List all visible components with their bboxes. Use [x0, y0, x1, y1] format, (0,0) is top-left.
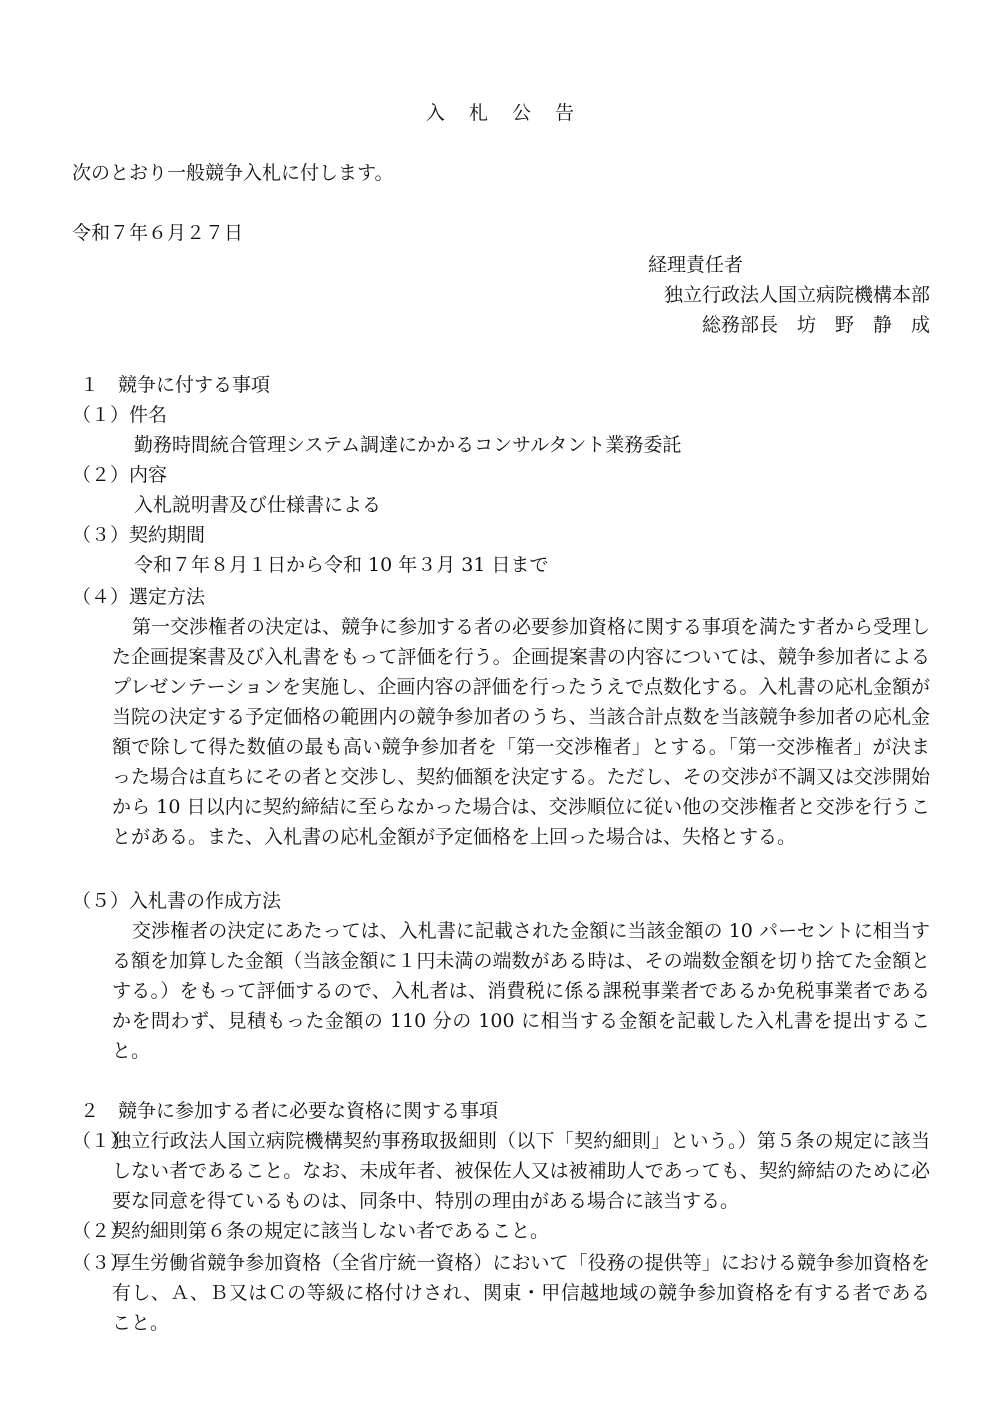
section-1-item-1-label: （１）件名 [72, 404, 168, 426]
section-2-item-3-body: 厚生労働省競争参加資格（全省庁統一資格）において「役務の提供等」における競争参加資格を有し、Ａ、Ｂ又はＣの等級に格付けされ、関東・甲信越地域の競争参加資格を有する者であること。 [112, 1252, 930, 1334]
section-1-item-3-body: 令和７年８月１日から令和 10 年３月 31 日まで [134, 554, 549, 576]
section-2-heading: ２ 競争に参加する者に必要な資格に関する事項 [80, 1100, 499, 1122]
issuer-org: 独立行政法人国立病院機構本部 [663, 284, 930, 306]
notice-date: 令和７年６月２７日 [72, 222, 244, 244]
section-1-item-2-body: 入札説明書及び仕様書による [134, 494, 382, 516]
section-1-item-1-body: 勤務時間統合管理システム調達にかかるコンサルタント業務委託 [134, 434, 682, 456]
section-1-heading: １ 競争に付する事項 [80, 374, 271, 396]
intro-text: 次のとおり一般競争入札に付します。 [72, 162, 394, 184]
section-2-item-1-label: （１） [72, 1130, 130, 1152]
issuer-block [600, 250, 930, 340]
section-2-item-3 [72, 1248, 930, 1338]
section-2-item-1-body: 独立行政法人国立病院機構契約事務取扱細則（以下「契約細則」という。）第５条の規定に該当しない者であること。なお、未成年者、被保佐人又は被補助人であっても、契約締結のために必要な同意を得ているものは、同条中、特別の理由がある場合に該当する。 [112, 1130, 930, 1212]
section-1-item-4-label: （４）選定方法 [72, 586, 206, 608]
section-2-item-3-label: （３） [72, 1252, 130, 1274]
section-1-item-5-body: 交渉権者の決定にあたっては、入札書に記載された金額に当該金額の 10 パーセントに相当する額を加算した金額（当該金額に１円未満の端数がある時は、その端数金額を切り捨てた金額とする。）をもって評価するので、入札者は、消費税に係る課税事業者であるか免税事業者であるかを問わず、見積もった金額の 110 分の 100 に相当する金額を記載した入札書を提出すること。 [112, 920, 930, 1062]
page-title: 入札公告 [425, 102, 598, 124]
section-2-item-2 [72, 1216, 930, 1246]
section-2-item-1 [72, 1126, 930, 1216]
section-1-item-4-body: 第一交渉権者の決定は、競争に参加する者の必要参加資格に関する事項を満たす者から受理した企画提案書及び入札書をもって評価を行う。企画提案書の内容については、競争参加者によるプレゼンテーションを実施し、企画内容の評価を行ったうえで点数化する。入札書の応札金額が当院の決定する予定価格の範囲内の競争参加者のうち、当該合計点数を当該競争参加者の応札金額で除して得た数値の最も高い競争参加者を「第一交渉権者」とする。「第一交渉権者」が決まった場合は直ちにその者と交渉し、契約価額を決定する。ただし、その交渉が不調又は交渉開始から 10 日以内に契約締結に至らなかった場合は、交渉順位に従い他の交渉権者と交渉を行うことがある。また、入札書の応札金額が予定価格を上回った場合は、失格とする。 [112, 616, 931, 848]
issuer-person: 総務部長 坊 野 静 成 [701, 314, 930, 336]
section-2-item-2-label: （２） [72, 1220, 130, 1242]
issuer-role: 経理責任者 [648, 254, 744, 276]
section-2-item-2-body: 契約細則第６条の規定に該当しない者であること。 [112, 1220, 550, 1242]
section-1-item-2-label: （２）内容 [72, 464, 168, 486]
section-1-item-5-label: （５）入札書の作成方法 [72, 890, 282, 912]
section-1-item-3-label: （３）契約期間 [72, 524, 206, 546]
